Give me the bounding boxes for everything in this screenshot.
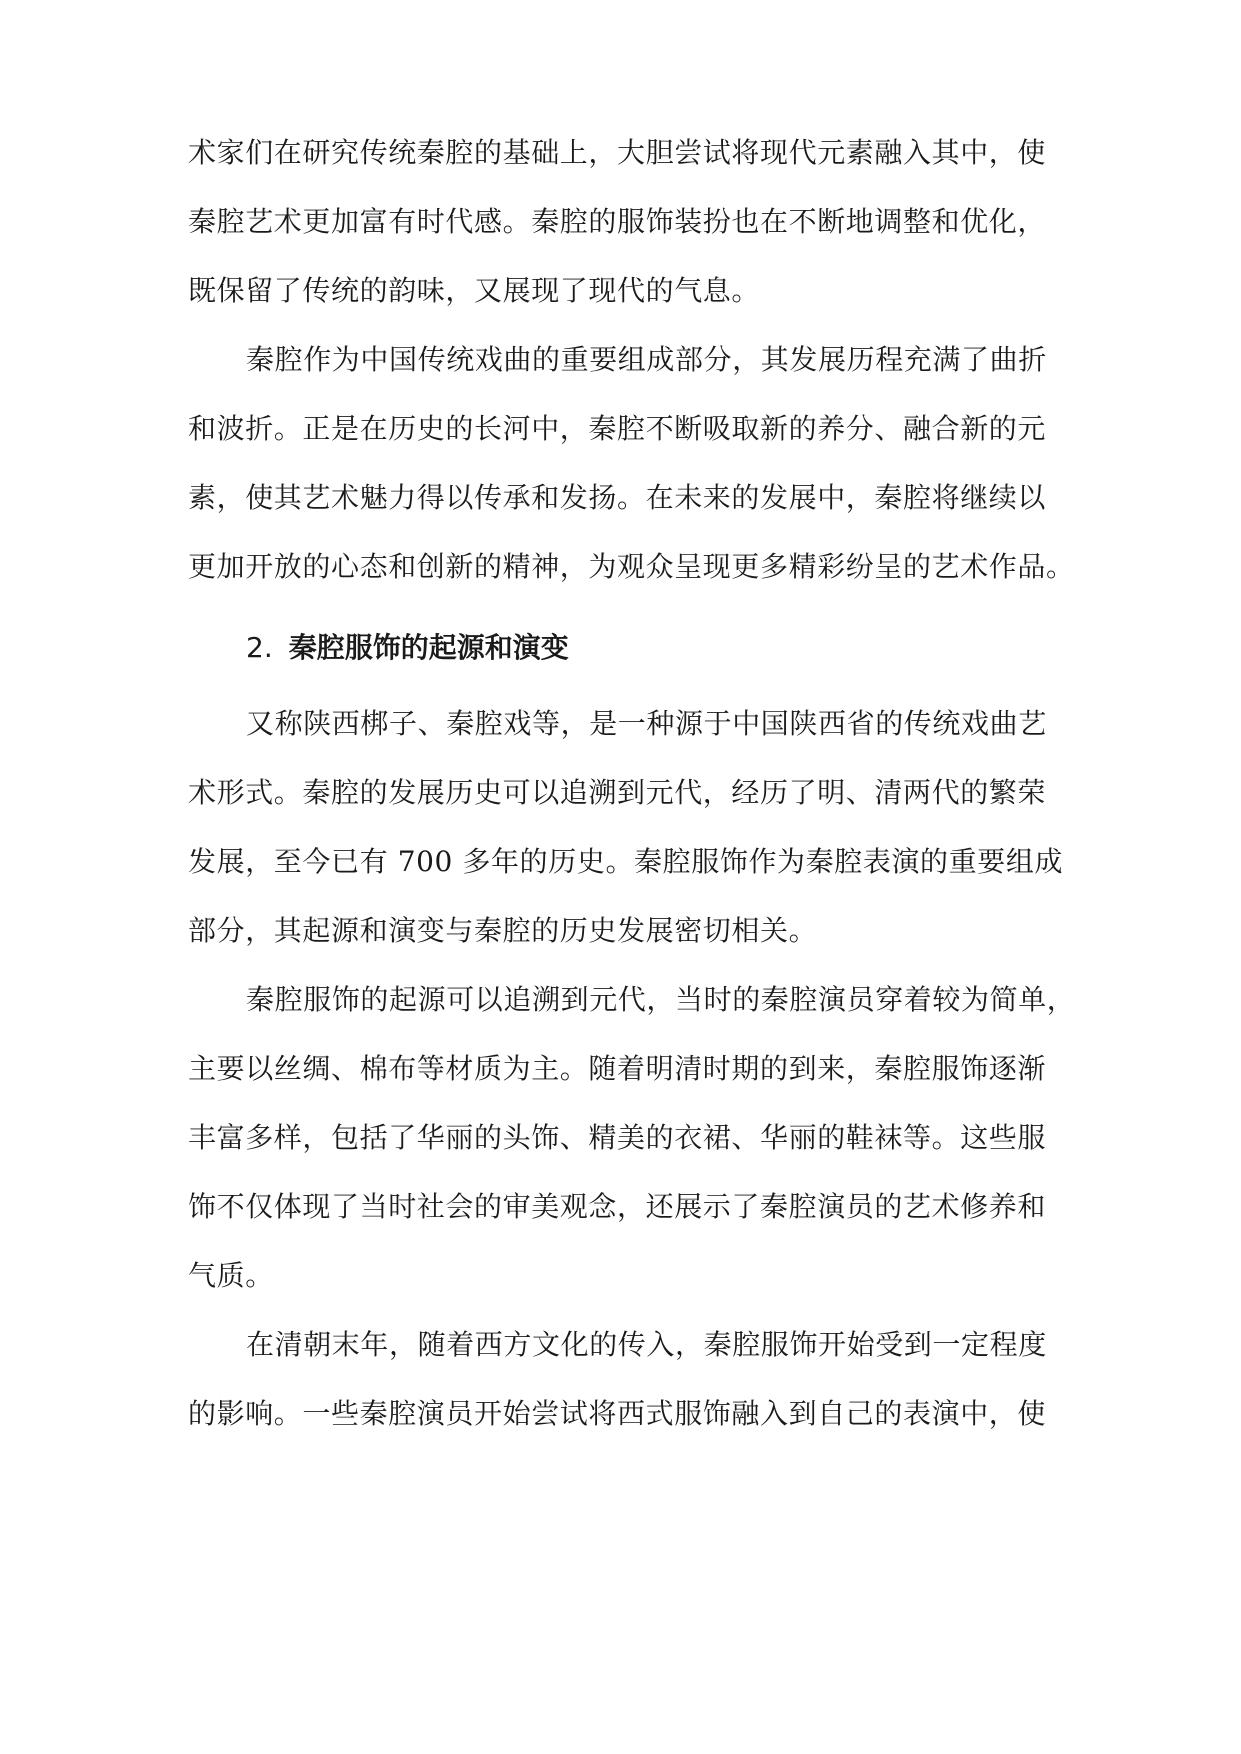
section-number: 2. — [246, 631, 273, 664]
section-title: 秦腔服饰的起源和演变 — [288, 631, 569, 664]
paragraph-line: 术家们在研究传统秦腔的基础上，大胆尝试将现代元素融入其中，使 — [188, 136, 1047, 169]
paragraph-line: 素，使其艺术魅力得以传承和发扬。在未来的发展中，秦腔将继续以 — [188, 481, 1047, 514]
paragraph-line: 又称陕西梆子、秦腔戏等，是一种源于中国陕西省的传统戏曲艺 — [246, 707, 1047, 740]
paragraph-line: 部分，其起源和演变与秦腔的历史发展密切相关。 — [188, 914, 818, 947]
section-heading — [246, 628, 569, 668]
paragraph-line: 饰不仅体现了当时社会的审美观念，还展示了秦腔演员的艺术修养和 — [188, 1190, 1047, 1223]
paragraph-line: 的影响。一些秦腔演员开始尝试将西式服饰融入到自己的表演中，使 — [188, 1397, 1047, 1430]
paragraph-line: 发展，至今已有 700 多年的历史。秦腔服饰作为秦腔表演的重要组成 — [188, 845, 1064, 878]
paragraph-line: 气质。 — [188, 1259, 274, 1292]
paragraph-line: 和波折。正是在历史的长河中，秦腔不断吸取新的养分、融合新的元 — [188, 412, 1047, 445]
paragraph-line: 既保留了传统的韵味，又展现了现代的气息。 — [188, 274, 761, 307]
paragraph-line: 在清朝末年，随着西方文化的传入，秦腔服饰开始受到一定程度 — [246, 1328, 1047, 1361]
paragraph-line: 更加开放的心态和创新的精神，为观众呈现更多精彩纷呈的艺术作品。 — [188, 550, 1075, 583]
paragraph-line: 主要以丝绸、棉布等材质为主。随着明清时期的到来，秦腔服饰逐渐 — [188, 1052, 1047, 1085]
paragraph-line: 丰富多样，包括了华丽的头饰、精美的衣裙、华丽的鞋袜等。这些服 — [188, 1121, 1047, 1154]
paragraph-line: 秦腔作为中国传统戏曲的重要组成部分，其发展历程充满了曲折 — [246, 343, 1047, 376]
paragraph-line: 秦腔服饰的起源可以追溯到元代，当时的秦腔演员穿着较为简单， — [246, 983, 1076, 1016]
paragraph-line: 术形式。秦腔的发展历史可以追溯到元代，经历了明、清两代的繁荣 — [188, 776, 1047, 809]
paragraph-line: 秦腔艺术更加富有时代感。秦腔的服饰装扮也在不断地调整和优化， — [188, 205, 1047, 238]
